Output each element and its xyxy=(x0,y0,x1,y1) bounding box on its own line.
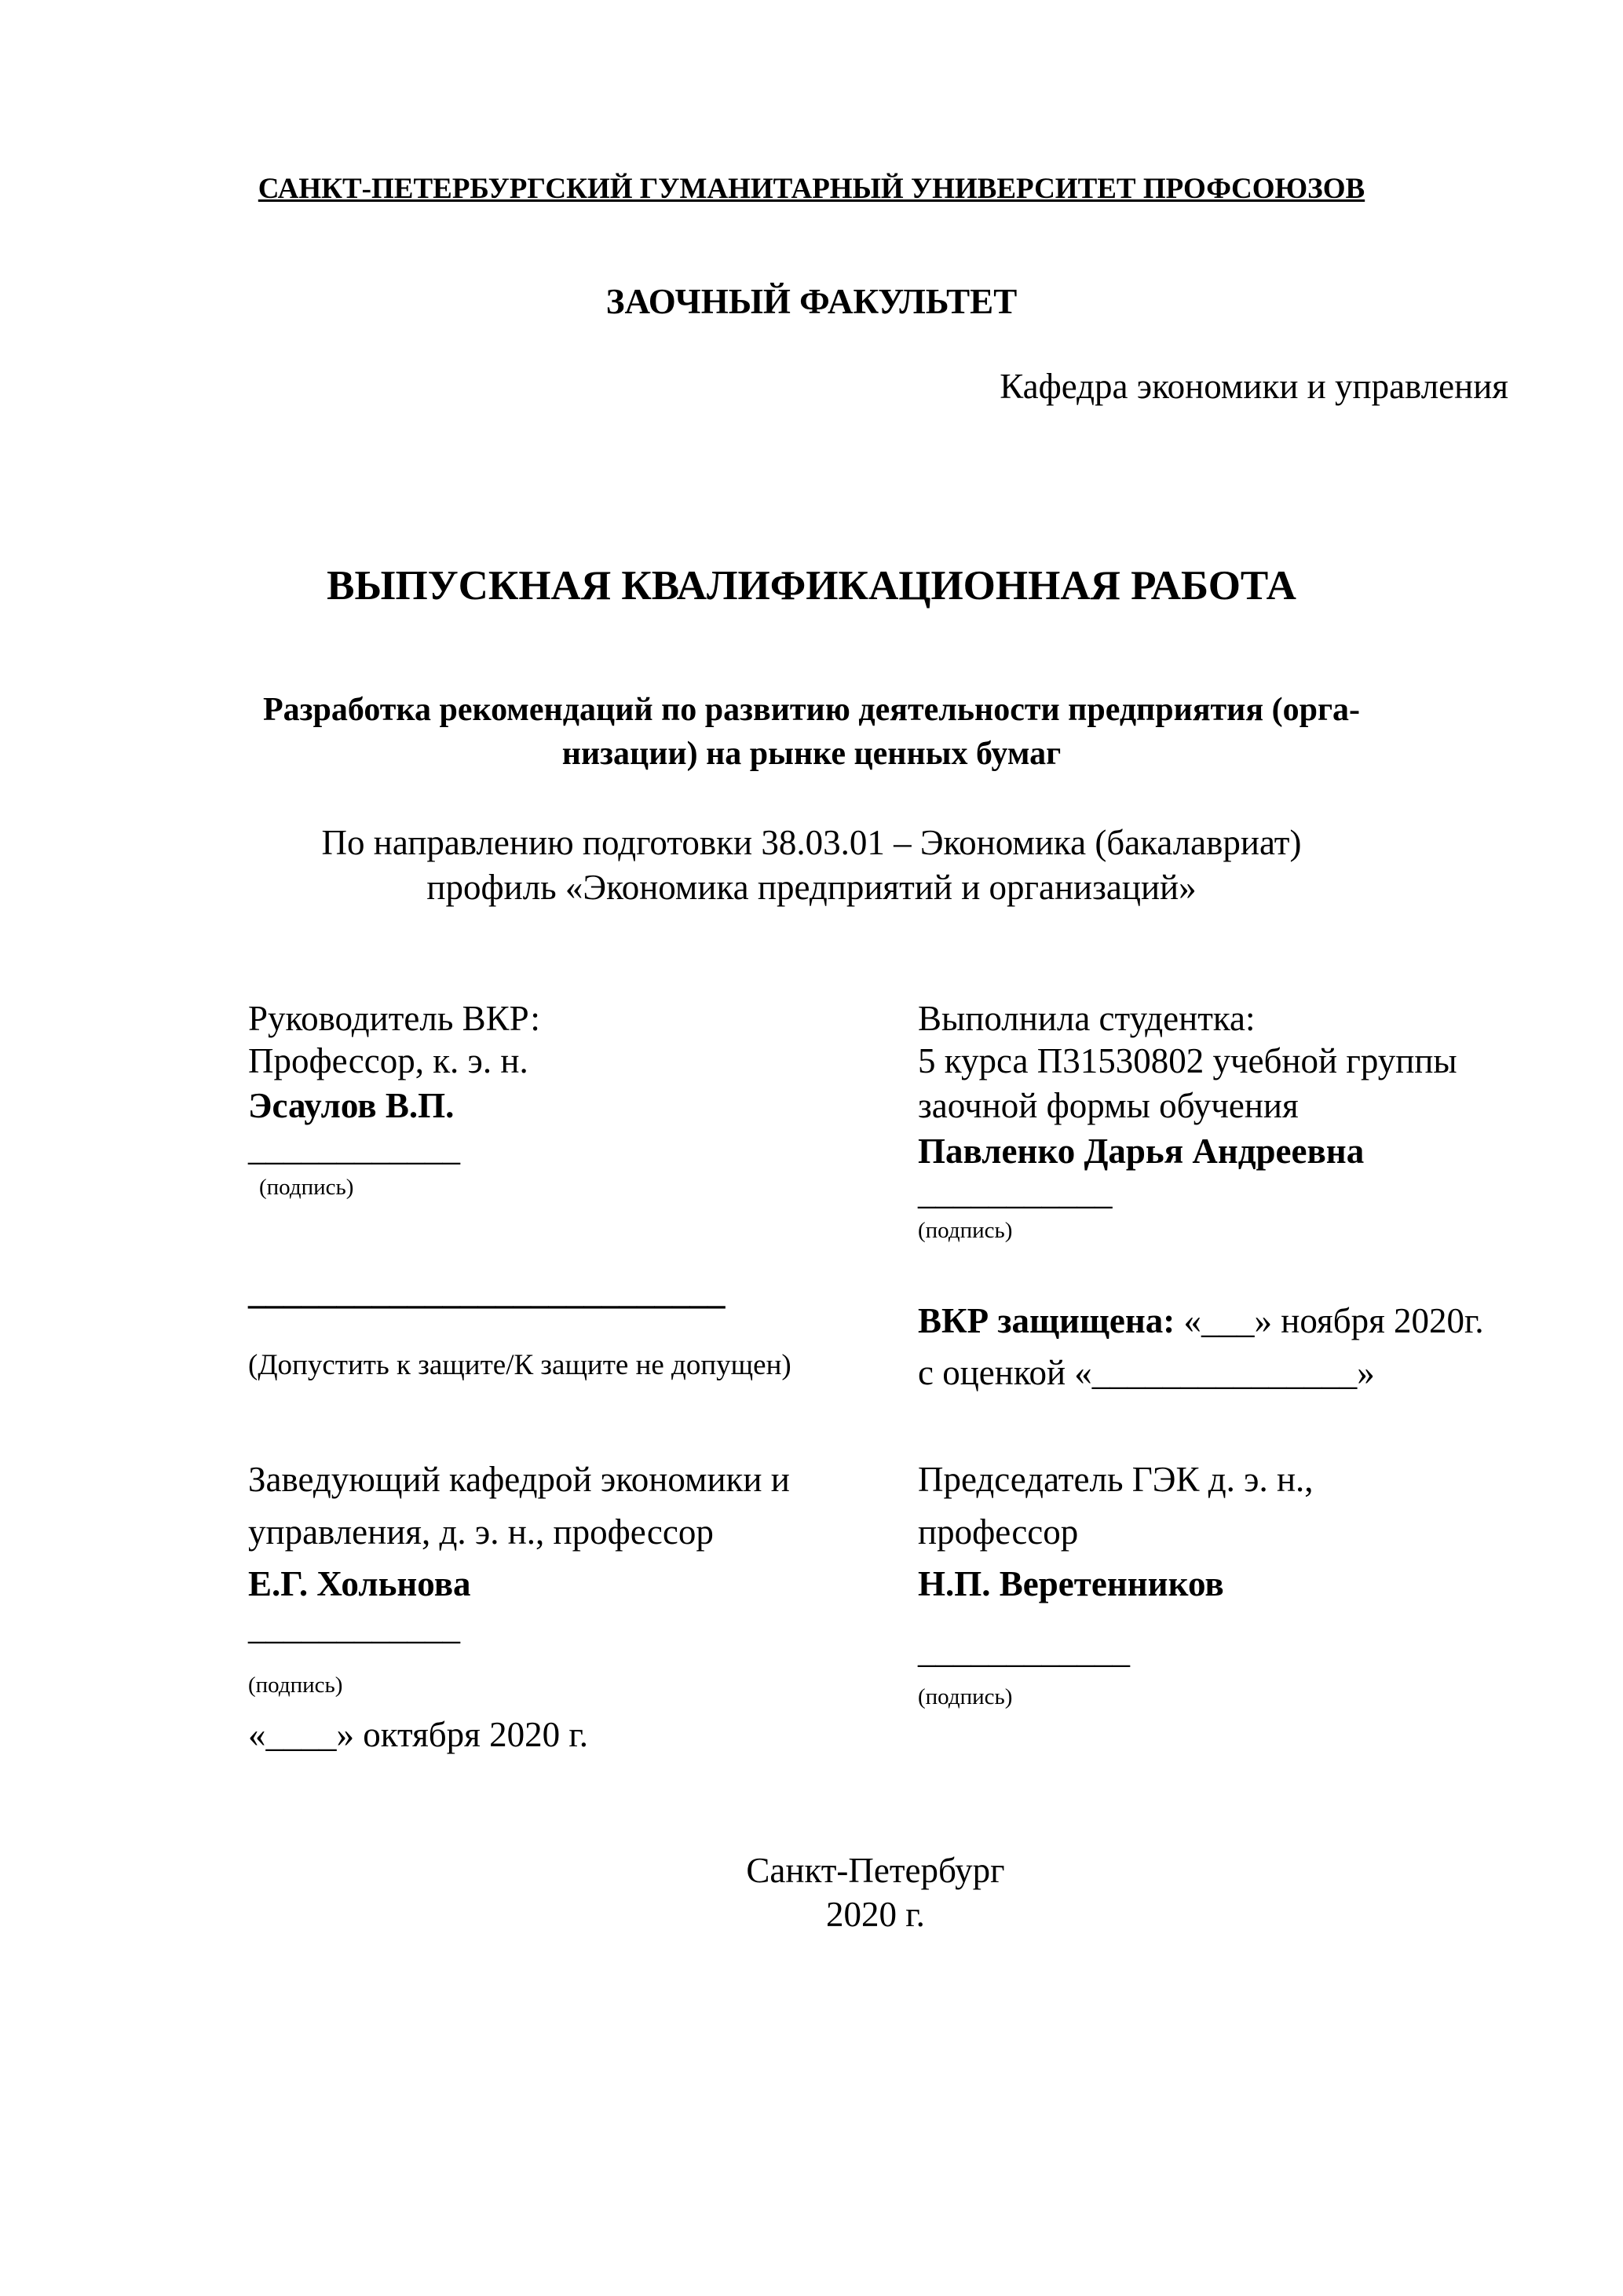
student-form: заочной формы обучения xyxy=(918,1086,1299,1125)
chairman-name: Н.П. Веретенников xyxy=(918,1564,1224,1603)
topic-line-2: низации) на рынке ценных бумаг xyxy=(561,736,1062,772)
supervisor-name: Эсаулов В.П. xyxy=(248,1086,455,1125)
supervisor-position: Профессор, к. э. н. xyxy=(248,1041,528,1080)
student-signature-line: ___________ xyxy=(918,1172,1113,1212)
supervisor-label: Руководитель ВКР: xyxy=(248,999,540,1038)
admission-caption: (Допустить к защите/К защите не допущен) xyxy=(248,1349,791,1381)
head-position-line-2: управления, д. э. н., профессор xyxy=(248,1512,714,1552)
head-name: Е.Г. Хольнова xyxy=(248,1564,471,1603)
head-signature-caption: (подпись) xyxy=(248,1673,343,1698)
supervisor-signature-caption: (подпись) xyxy=(259,1175,354,1200)
student-group: 5 курса П31530802 учебной группы xyxy=(918,1041,1457,1080)
supervisor-signature-line: ____________ xyxy=(248,1128,460,1168)
chairman-signature-line: ____________ xyxy=(918,1631,1130,1670)
defense-label: ВКР защищена: xyxy=(918,1301,1175,1340)
chairman-position-line-2: профессор xyxy=(918,1512,1079,1552)
department-name: Кафедра экономики и управления xyxy=(1000,367,1508,406)
head-date: «____» октября 2020 г. xyxy=(248,1715,589,1754)
student-signature-caption: (подпись) xyxy=(918,1218,1013,1243)
student-label: Выполнила студентка: xyxy=(918,999,1256,1038)
defense-date: «___» ноября 2020г. xyxy=(1175,1301,1484,1340)
student-name: Павленко Дарья Андреевна xyxy=(918,1132,1365,1171)
head-position-line-1: Заведующий кафедрой экономики и xyxy=(248,1460,790,1499)
work-type-title: ВЫПУСКНАЯ КВАЛИФИКАЦИОННАЯ РАБОТА xyxy=(327,563,1296,609)
direction-line-1: По направлению подготовки 38.03.01 – Экономика (бакалавриат) xyxy=(321,823,1302,862)
defense-status xyxy=(918,1303,1484,1339)
head-signature-line: ____________ xyxy=(248,1607,460,1647)
topic-line-1: Разработка рекомендаций по развитию деятельности предприятия (орга- xyxy=(262,692,1360,728)
chairman-position-line-1: Председатель ГЭК д. э. н., xyxy=(918,1460,1314,1499)
year: 2020 г. xyxy=(826,1895,925,1934)
direction-line-2: профиль «Экономика предприятий и организаций» xyxy=(426,868,1197,907)
chairman-signature-caption: (подпись) xyxy=(918,1684,1013,1709)
university-name: САНКТ-ПЕТЕРБУРГСКИЙ ГУМАНИТАРНЫЙ УНИВЕРСИТЕТ ПРОФСОЮЗОВ xyxy=(258,173,1365,205)
admission-line: ___________________________ xyxy=(248,1272,726,1311)
city: Санкт-Петербург xyxy=(746,1851,1005,1890)
faculty-name: ЗАОЧНЫЙ ФАКУЛЬТЕТ xyxy=(605,282,1018,321)
defense-grade: с оценкой «_______________» xyxy=(918,1353,1375,1392)
